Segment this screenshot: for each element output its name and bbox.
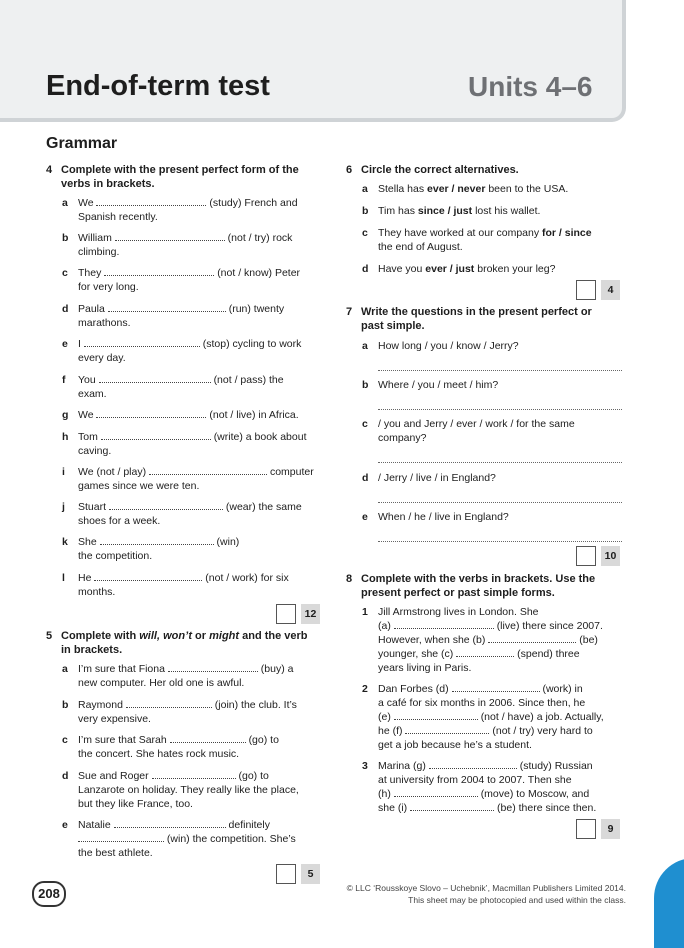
q6-instruction: [346, 163, 626, 177]
item-text-before: Paula: [78, 303, 105, 315]
item-text-after: (wear) the same: [225, 501, 302, 513]
item-letter: e: [362, 511, 368, 523]
q8-instruction: [346, 572, 626, 600]
q5-instruction: [46, 629, 336, 657]
answer-blank[interactable]: [405, 724, 489, 734]
q4-item: [62, 337, 332, 367]
q6-number: 6: [346, 164, 353, 176]
alternatives-choice[interactable]: since / just: [417, 205, 473, 217]
q7-number: 7: [346, 306, 353, 318]
answer-line[interactable]: [378, 461, 622, 463]
item-text-line2: for very long.: [78, 281, 139, 293]
answer-blank[interactable]: [99, 373, 211, 383]
item-letter: j: [62, 501, 65, 513]
item-text: [378, 182, 626, 196]
item-text-after: (not / know) Peter: [217, 267, 301, 279]
copyright-line: © LLC ‘Rousskoye Slovo – Uchebnik’, Macmillan Publishers Limited 2014.: [346, 883, 626, 893]
q4-item: [62, 266, 332, 296]
item-text-after: (not / try) rock: [227, 232, 293, 244]
answer-blank[interactable]: [114, 818, 226, 828]
item-letter: d: [362, 472, 369, 484]
item-text-before: They: [78, 267, 102, 279]
item-text-after: (write) a book about: [213, 431, 307, 443]
item-text-before: Stuart: [78, 501, 107, 513]
item-text: [78, 266, 330, 294]
item-letter: b: [362, 205, 369, 217]
item-letter: k: [62, 536, 68, 548]
answer-blank[interactable]: [394, 787, 478, 797]
q4-item: [62, 373, 332, 403]
question-prompt: Where / you / meet / him?: [378, 379, 499, 391]
item-text-line2: the competition.: [78, 550, 153, 562]
q4-item: [62, 430, 332, 460]
q4-item: [62, 196, 332, 226]
answer-blank[interactable]: [115, 231, 225, 241]
score-points: 4: [601, 280, 620, 300]
item-text-post: lost his wallet.: [472, 205, 541, 217]
q8-paragraph-3: [362, 759, 624, 815]
item-text: [78, 535, 330, 563]
answer-blank[interactable]: [149, 465, 267, 475]
item-text-before: I: [78, 338, 81, 350]
q4-number: 4: [46, 164, 53, 176]
item-text-pre: Stella has: [378, 183, 428, 195]
q4-item: [62, 571, 332, 601]
paragraph-text: Jill Armstrong lives in London. She (a) (live) there since 2007. However, when she (b) (be) younger, she (c) (spend) three years living in Paris.: [378, 606, 603, 674]
q4-item: [62, 535, 332, 565]
item-text-after: (study) French and: [209, 197, 298, 209]
q4-item: [62, 465, 332, 495]
item-text-pre: Tim has: [378, 205, 418, 217]
item-text-after: (go) to: [248, 734, 279, 746]
q7-item: [362, 339, 626, 373]
answer-line[interactable]: [378, 369, 622, 371]
item-text-after: (not / live) in Africa.: [209, 409, 299, 421]
item-text-line2: new computer. Her old one is awful.: [78, 677, 245, 689]
item-text-pre: Have you: [378, 263, 426, 275]
item-text: [78, 769, 334, 811]
photocopy-note: This sheet may be photocopied and used within the class.: [408, 895, 626, 905]
item-text: [378, 204, 626, 218]
paragraph-number: 2: [362, 683, 368, 695]
item-text-line2: games since we were ten.: [78, 480, 200, 492]
item-text-line2: Spanish recently.: [78, 211, 158, 223]
item-text-line2: the end of August.: [378, 241, 463, 253]
item-text: [378, 339, 626, 353]
item-letter: d: [62, 303, 69, 315]
item-text: [378, 226, 626, 254]
item-text-before: William: [78, 232, 112, 244]
question-prompt: How long / you / know / Jerry?: [378, 340, 519, 352]
question-prompt: When / he / live in England?: [378, 511, 509, 523]
item-text: [78, 196, 330, 224]
item-text-before: I’m sure that Sarah: [78, 734, 167, 746]
item-text-post: broken your leg?: [474, 263, 556, 275]
item-text: [378, 262, 626, 276]
score-points: 5: [301, 864, 320, 884]
q5-item: [62, 769, 332, 813]
item-text-line2: Lanzarote on holiday. They really like the place,: [78, 784, 299, 796]
item-text-before: We: [78, 197, 94, 209]
item-text-before: Sue and Roger: [78, 770, 149, 782]
item-text-after: (stop) cycling to work: [202, 338, 302, 350]
score-input-box[interactable]: [576, 546, 596, 566]
item-text-line2: caving.: [78, 445, 112, 457]
alternatives-choice[interactable]: ever / never: [427, 183, 486, 195]
q5-instruction-text: Complete with will, won’t or might and the verb in brackets.: [61, 630, 308, 656]
alternatives-choice[interactable]: for / since: [542, 227, 592, 239]
item-letter: a: [62, 197, 68, 209]
q4-instruction-text: Complete with the present perfect form of the verbs in brackets.: [61, 164, 299, 190]
score-points: 12: [301, 604, 320, 624]
answer-blank[interactable]: [100, 535, 214, 545]
answer-line[interactable]: [378, 540, 622, 542]
item-text: [78, 662, 334, 690]
paragraph-number: 1: [362, 606, 368, 618]
item-text: [78, 430, 330, 458]
section-title: Grammar: [46, 135, 118, 152]
item-text-after: (buy) a: [260, 663, 294, 675]
answer-line[interactable]: [378, 501, 622, 503]
page-title: End-of-term test: [46, 70, 270, 102]
score-input-box[interactable]: [276, 864, 296, 884]
units-label: Units 4–6: [468, 71, 593, 102]
q8-instruction-text: Complete with the verbs in brackets. Use the present perfect or past simple forms.: [361, 573, 596, 599]
q4-instruction: [46, 163, 336, 191]
answer-blank[interactable]: [152, 769, 236, 779]
answer-blank[interactable]: [394, 619, 494, 629]
item-letter: d: [362, 263, 369, 275]
item-text-before: We (not / play): [78, 466, 147, 478]
item-text-before: I’m sure that Fiona: [78, 663, 165, 675]
item-text: [78, 465, 330, 493]
q7-item: [362, 378, 626, 412]
answer-line[interactable]: [378, 408, 622, 410]
item-text-line2: the concert. She hates rock music.: [78, 748, 240, 760]
item-text-line2: shoes for a week.: [78, 515, 161, 527]
item-letter: a: [62, 663, 68, 675]
answer-blank[interactable]: [94, 571, 202, 581]
answer-blank[interactable]: [108, 302, 226, 312]
q5-number: 5: [46, 630, 53, 642]
item-text: [78, 337, 330, 365]
question-prompt-line2: company?: [378, 432, 427, 444]
score-points: 10: [601, 546, 620, 566]
item-text: [78, 408, 330, 422]
q7-item: [362, 417, 626, 465]
item-text: Natalie definitely (win) the competition. She’s the best athlete.: [78, 819, 296, 859]
item-text-before: He: [78, 572, 92, 584]
item-text-post: been to the USA.: [485, 183, 569, 195]
item-letter: d: [62, 770, 69, 782]
answer-blank[interactable]: [168, 662, 258, 672]
item-text: [78, 698, 334, 726]
item-letter: c: [362, 418, 368, 430]
item-letter: a: [362, 340, 368, 352]
q7-instruction-text: Write the questions in the present perfect or past simple.: [361, 306, 592, 332]
item-letter: h: [62, 431, 69, 443]
q6-instruction-text: Circle the correct alternatives.: [361, 164, 519, 176]
answer-blank[interactable]: [452, 682, 540, 692]
q6-item: [362, 226, 624, 256]
page-number: 208: [32, 881, 66, 907]
item-letter: c: [362, 227, 368, 239]
item-text-line2: very expensive.: [78, 713, 151, 725]
answer-blank[interactable]: [488, 633, 576, 643]
q4-item: [62, 231, 332, 261]
item-letter: c: [62, 267, 68, 279]
answer-blank[interactable]: [104, 266, 214, 276]
q8-number: 8: [346, 573, 353, 585]
answer-blank[interactable]: [96, 196, 206, 206]
score-input-box[interactable]: [576, 280, 596, 300]
answer-blank[interactable]: [78, 832, 164, 842]
item-text-line2: marathons.: [78, 317, 131, 329]
q4-item: [62, 500, 332, 530]
answer-blank[interactable]: [84, 337, 200, 347]
item-text-after: (win): [216, 536, 240, 548]
item-text-line2: months.: [78, 586, 116, 598]
item-text-after: (not / pass) the: [213, 374, 284, 386]
item-letter: f: [62, 374, 66, 386]
q5-item-e: [62, 818, 322, 860]
item-text-line2: climbing.: [78, 246, 120, 258]
item-text-before: Raymond: [78, 699, 123, 711]
item-letter: e: [62, 338, 68, 350]
item-text: [78, 231, 330, 259]
item-text-after: (go) to: [238, 770, 269, 782]
item-text: [378, 417, 626, 445]
item-text: [78, 733, 334, 761]
item-letter: c: [62, 734, 68, 746]
item-text-after: (run) twenty: [228, 303, 285, 315]
question-prompt: / you and Jerry / ever / work / for the same: [378, 418, 575, 430]
paragraph-text: Marina (g) (study) Russian at university from 2004 to 2007. Then she (h) (move) to Moscow, and she (i) (be) there since then.: [378, 760, 597, 814]
answer-blank[interactable]: [410, 801, 494, 811]
paragraph-number: 3: [362, 760, 368, 772]
item-letter: a: [362, 183, 368, 195]
item-letter: b: [62, 232, 69, 244]
answer-blank[interactable]: [109, 500, 223, 510]
item-letter: i: [62, 466, 65, 478]
answer-blank[interactable]: [456, 647, 514, 657]
q4-item: [62, 302, 332, 332]
header-band: [0, 0, 626, 122]
item-text: [78, 571, 330, 599]
item-text-after: computer: [269, 466, 314, 478]
item-text-before: Tom: [78, 431, 98, 443]
item-text: [378, 378, 626, 392]
item-text-before: She: [78, 536, 97, 548]
answer-blank[interactable]: [170, 733, 246, 743]
item-text-line3: but they like France, too.: [78, 798, 193, 810]
q7-instruction: [346, 305, 626, 333]
alternatives-choice[interactable]: ever / just: [425, 263, 475, 275]
item-text-line2: every day.: [78, 352, 126, 364]
answer-blank[interactable]: [126, 698, 212, 708]
item-text: [78, 302, 330, 330]
decorative-corner-curve: [654, 858, 684, 948]
item-text: [78, 500, 330, 528]
item-text-pre: They have worked at our company: [378, 227, 543, 239]
item-text: [378, 471, 626, 485]
q7-item: [362, 471, 626, 505]
item-letter: g: [62, 409, 69, 421]
answer-blank[interactable]: [101, 430, 211, 440]
paragraph-text: Dan Forbes (d) (work) in a café for six months in 2006. Since then, he (e) (not / have) a job. Actually, he (f) (not / try) very hard to get a job because he’s a student.: [378, 683, 604, 751]
score-input-box[interactable]: [576, 819, 596, 839]
q8-paragraph-2: [362, 682, 624, 752]
item-letter: l: [62, 572, 65, 584]
answer-blank[interactable]: [394, 710, 478, 720]
item-text: [78, 373, 330, 401]
item-letter: b: [62, 699, 69, 711]
item-text-before: You: [78, 374, 96, 386]
question-prompt: / Jerry / live / in England?: [378, 472, 496, 484]
item-text: [378, 510, 626, 524]
item-letter: e: [62, 819, 68, 831]
q8-paragraph-1: [362, 605, 624, 675]
score-input-box[interactable]: [276, 604, 296, 624]
item-text-before: We: [78, 409, 94, 421]
item-text-after: (not / work) for six: [205, 572, 289, 584]
item-letter: b: [362, 379, 369, 391]
q7-item: [362, 510, 626, 544]
answer-blank[interactable]: [429, 759, 517, 769]
score-points: 9: [601, 819, 620, 839]
item-text-after: (join) the club. It’s: [214, 699, 297, 711]
answer-blank[interactable]: [96, 408, 206, 418]
item-text-line2: exam.: [78, 388, 107, 400]
